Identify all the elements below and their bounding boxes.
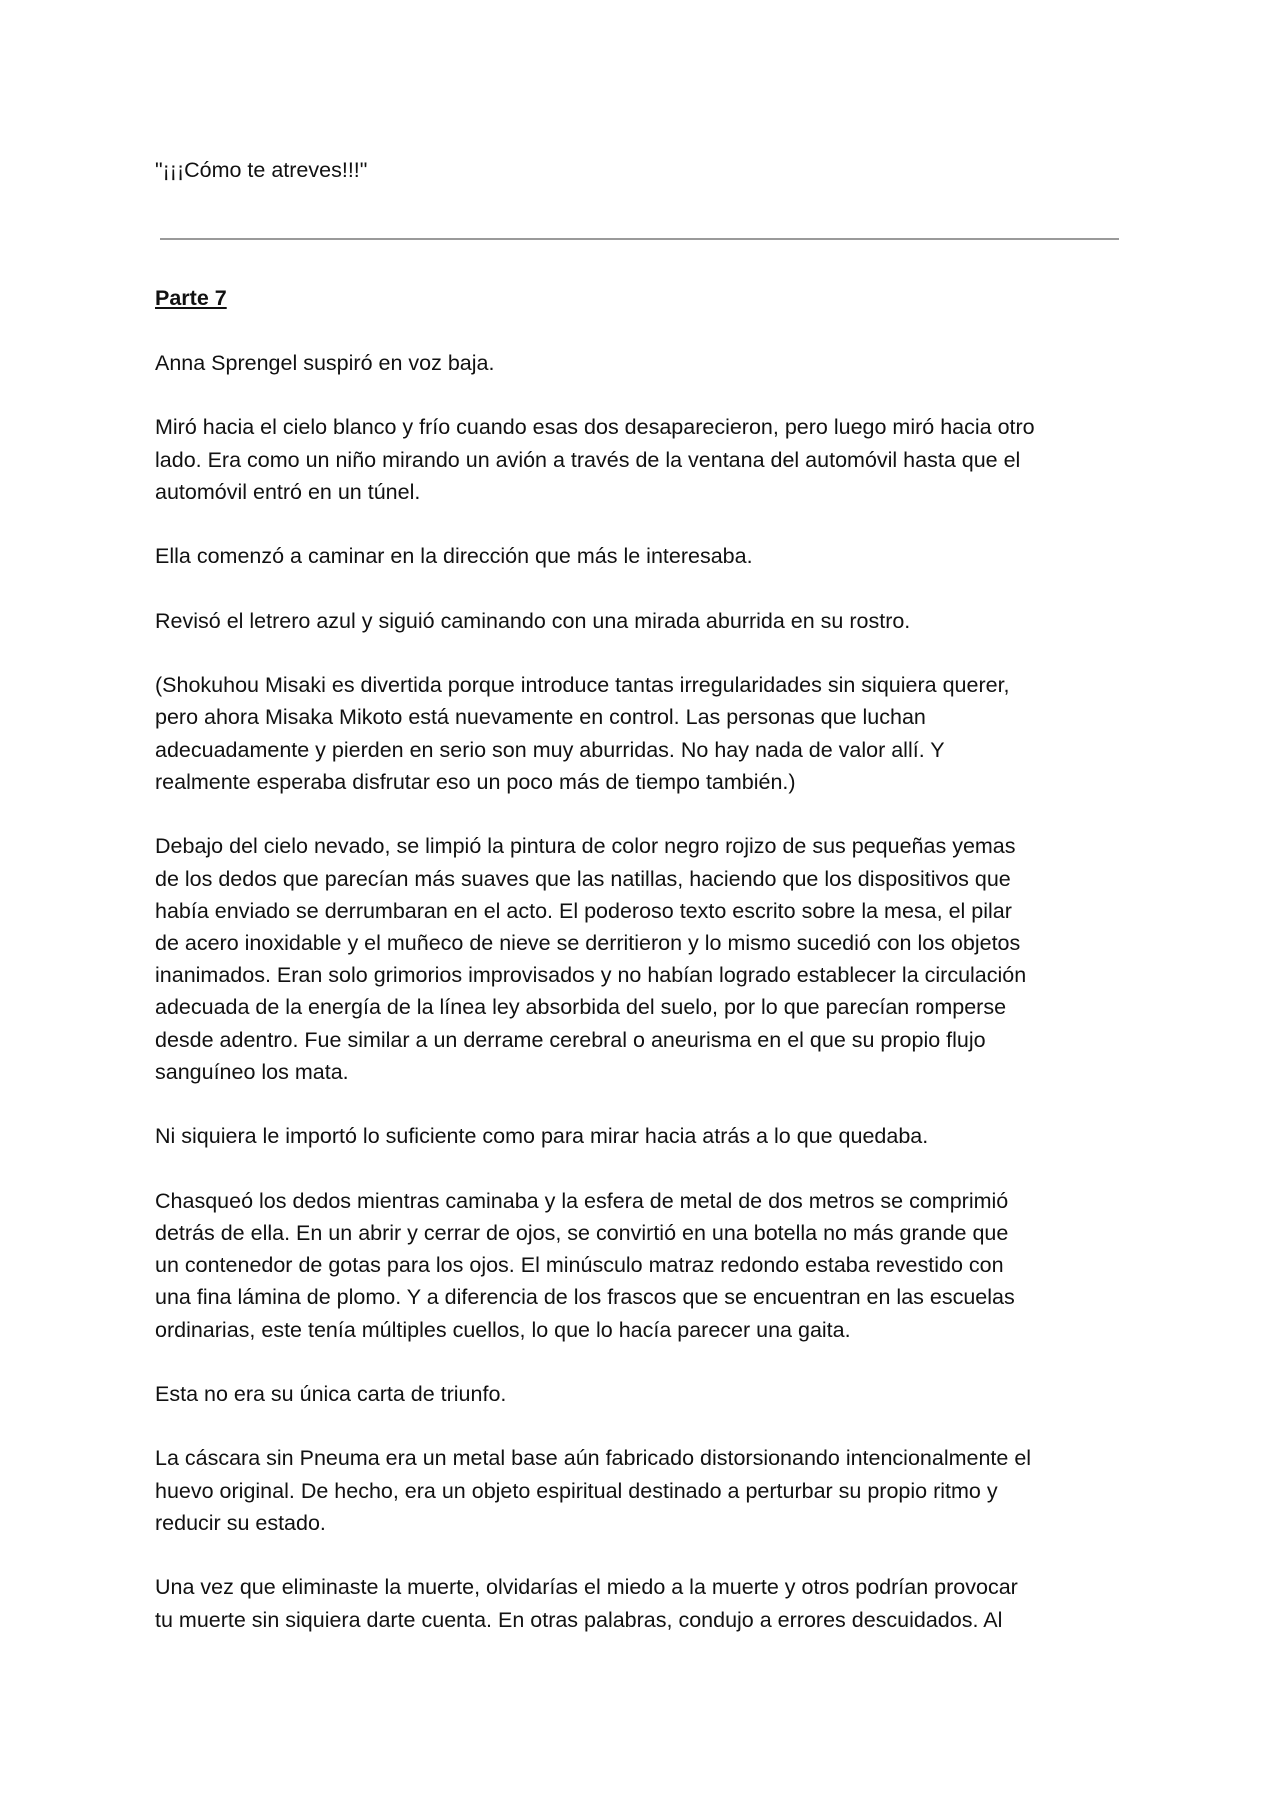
paragraph-line: tu muerte sin siquiera darte cuenta. En otras palabras, condujo a errores descuidados. Al — [155, 1607, 1003, 1632]
paragraph-line: (Shokuhou Misaki es divertida porque introduce tantas irregularidades sin siquiera querer, — [155, 673, 1010, 698]
paragraph — [155, 1442, 1035, 1539]
paragraph-line: Ella comenzó a caminar en la dirección que más le interesaba. — [155, 544, 753, 569]
paragraph-line: huevo original. De hecho, era un objeto espiritual destinado a perturbar su propio ritmo y — [155, 1478, 998, 1503]
paragraph-line: Debajo del cielo nevado, se limpió la pintura de color negro rojizo de sus pequeñas yemas — [155, 834, 1016, 859]
paragraph-line: inanimados. Eran solo grimorios improvisados y no habían logrado establecer la circulación — [155, 963, 1027, 988]
paragraph-line: ordinarias, este tenía múltiples cuellos, lo que lo hacía parecer una gaita. — [155, 1317, 851, 1342]
paragraph-line: Ni siquiera le importó lo suficiente como para mirar hacia atrás a lo que quedaba. — [155, 1124, 929, 1149]
paragraph-line: reducir su estado. — [155, 1510, 326, 1535]
paragraph-line: adecuadamente y pierden en serio son muy aburridas. No hay nada de valor allí. Y — [155, 737, 945, 762]
section-heading: Parte 7 — [155, 286, 227, 310]
paragraph-line: Chasqueó los dedos mientras caminaba y la esfera de metal de dos metros se comprimió — [155, 1188, 1009, 1213]
paragraph-line: de los dedos que parecían más suaves que las natillas, haciendo que los dispositivos que — [155, 866, 1011, 891]
paragraph-line: automóvil entró en un túnel. — [155, 479, 421, 504]
paragraph-line: Miró hacia el cielo blanco y frío cuando esas dos desaparecieron, pero luego miró hacia otro — [155, 415, 1035, 440]
horizontal-divider — [160, 238, 1119, 240]
paragraph-line: desde adentro. Fue similar a un derrame cerebral o aneurisma en el que su propio flujo — [155, 1027, 986, 1052]
paragraph-line: Esta no era su única carta de triunfo. — [155, 1382, 507, 1406]
quote-line: "¡¡¡Cómo te atreves!!!" — [155, 158, 368, 182]
paragraph-line: una fina lámina de plomo. Y a diferencia de los frascos que se encuentran en las escuelas — [155, 1285, 1015, 1310]
paragraph-line: Revisó el letrero azul y siguió caminando con una mirada aburrida en su rostro. — [155, 608, 911, 633]
paragraph-line: Anna Sprengel suspiró en voz baja. — [155, 351, 495, 375]
paragraph-line: realmente esperaba disfrutar eso un poco más de tiempo también.) — [155, 769, 796, 794]
paragraph-line: de acero inoxidable y el muñeco de nieve se derritieron y lo mismo sucedió con los objetos — [155, 930, 1021, 955]
paragraph — [155, 347, 1035, 379]
paragraph — [155, 411, 1035, 508]
paragraph-line: adecuada de la energía de la línea ley absorbida del suelo, por lo que parecían romperse — [155, 995, 1007, 1020]
paragraph-line: detrás de ella. En un abrir y cerrar de ojos, se convirtió en una botella no más grande que — [155, 1220, 1009, 1245]
paragraph — [155, 540, 1035, 572]
paragraph-line: La cáscara sin Pneuma era un metal base aún fabricado distorsionando intencionalmente el — [155, 1446, 1032, 1471]
paragraph-line: Una vez que eliminaste la muerte, olvidarías el miedo a la muerte y otros podrían provocar — [155, 1575, 1018, 1600]
paragraph — [155, 830, 1035, 1088]
paragraph-line: había enviado se derrumbaran en el acto. El poderoso texto escrito sobre la mesa, el pilar — [155, 898, 1012, 923]
paragraph-line: pero ahora Misaka Mikoto está nuevamente en control. Las personas que luchan — [155, 705, 926, 730]
paragraph — [155, 1120, 1035, 1152]
paragraph-line: sanguíneo los mata. — [155, 1059, 349, 1084]
paragraph — [155, 669, 1035, 798]
paragraph — [155, 605, 1035, 637]
paragraph — [155, 1185, 1035, 1346]
paragraph — [155, 1571, 1035, 1635]
document-body — [155, 347, 1035, 1668]
paragraph — [155, 1378, 1035, 1410]
paragraph-line: un contenedor de gotas para los ojos. El minúsculo matraz redondo estaba revestido con — [155, 1253, 1004, 1278]
paragraph-line: lado. Era como un niño mirando un avión a través de la ventana del automóvil hasta que el — [155, 447, 1021, 472]
